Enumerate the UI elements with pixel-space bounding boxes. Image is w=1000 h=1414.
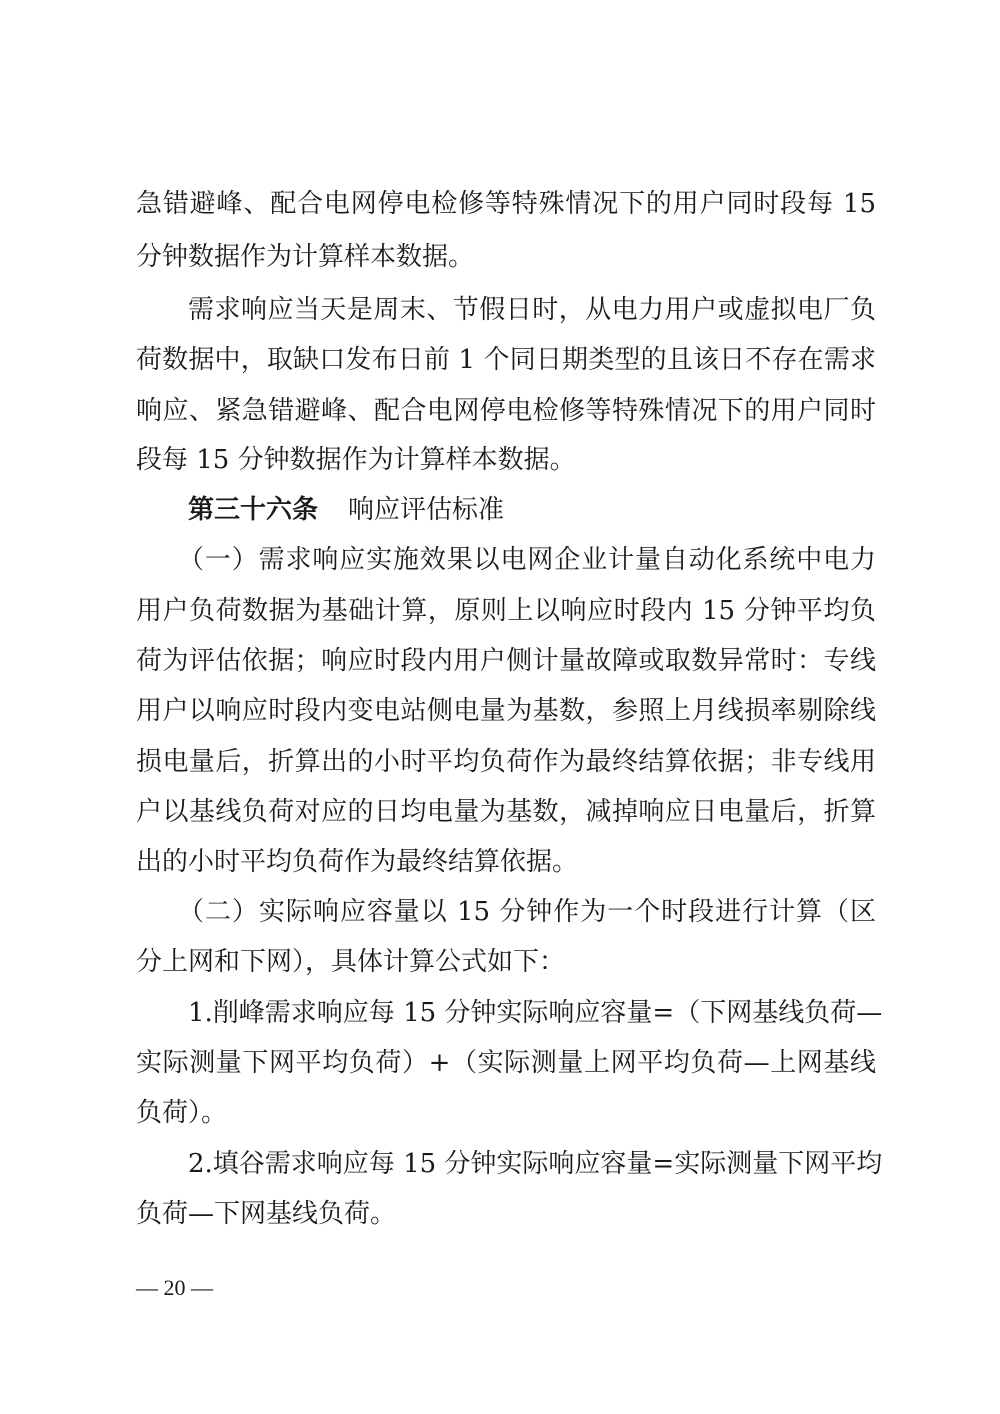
paragraph-line: 荷为评估依据；响应时段内用户侧计量故障或取数异常时：专线 [136,646,876,676]
paragraph-line: 实际测量下网平均负荷）+（实际测量上网平均负荷—上网基线 [136,1048,876,1078]
paragraph-line: 负荷）。 [136,1098,228,1128]
paragraph-line: 需求响应当天是周末、节假日时，从电力用户或虚拟电厂负 [188,295,876,325]
paragraph-line: 2.填谷需求响应每 15 分钟实际响应容量=实际测量下网平均 [188,1149,883,1179]
paragraph-line: 负荷—下网基线负荷。 [136,1199,397,1229]
paragraph-line: 响应、紧急错避峰、配合电网停电检修等特殊情况下的用户同时 [136,396,876,426]
page-number: — 20 — [136,1275,213,1300]
paragraph-line: 急错避峰、配合电网停电检修等特殊情况下的用户同时段每 15 [136,189,876,219]
paragraph-line: 分钟数据作为计算样本数据。 [136,242,475,272]
article-number: 第三十六条 [188,495,319,525]
paragraph-line: 1.削峰需求响应每 15 分钟实际响应容量=（下网基线负荷— [188,998,883,1028]
paragraph-line: 荷数据中，取缺口发布日前 1 个同日期类型的且该日不存在需求 [136,345,876,375]
paragraph-line: （一）需求响应实施效果以电网企业计量自动化系统中电力 [178,545,876,575]
article-heading-line [188,494,876,526]
paragraph-line: 损电量后，折算出的小时平均负荷作为最终结算依据；非专线用 [136,747,876,777]
paragraph-line: 分上网和下网），具体计算公式如下： [136,947,566,977]
paragraph-line: 用户以响应时段内变电站侧电量为基数，参照上月线损率剔除线 [136,696,876,726]
paragraph-line: 出的小时平均负荷作为最终结算依据。 [136,847,579,877]
paragraph-line: 段每 15 分钟数据作为计算样本数据。 [136,445,576,475]
article-title: 响应评估标准 [348,495,505,525]
paragraph-line: 用户负荷数据为基础计算，原则上以响应时段内 15 分钟平均负 [136,596,876,626]
paragraph-line: 户以基线负荷对应的日均电量为基数，减掉响应日电量后，折算 [136,797,876,827]
paragraph-line: （二）实际响应容量以 15 分钟作为一个时段进行计算（区 [178,897,876,927]
